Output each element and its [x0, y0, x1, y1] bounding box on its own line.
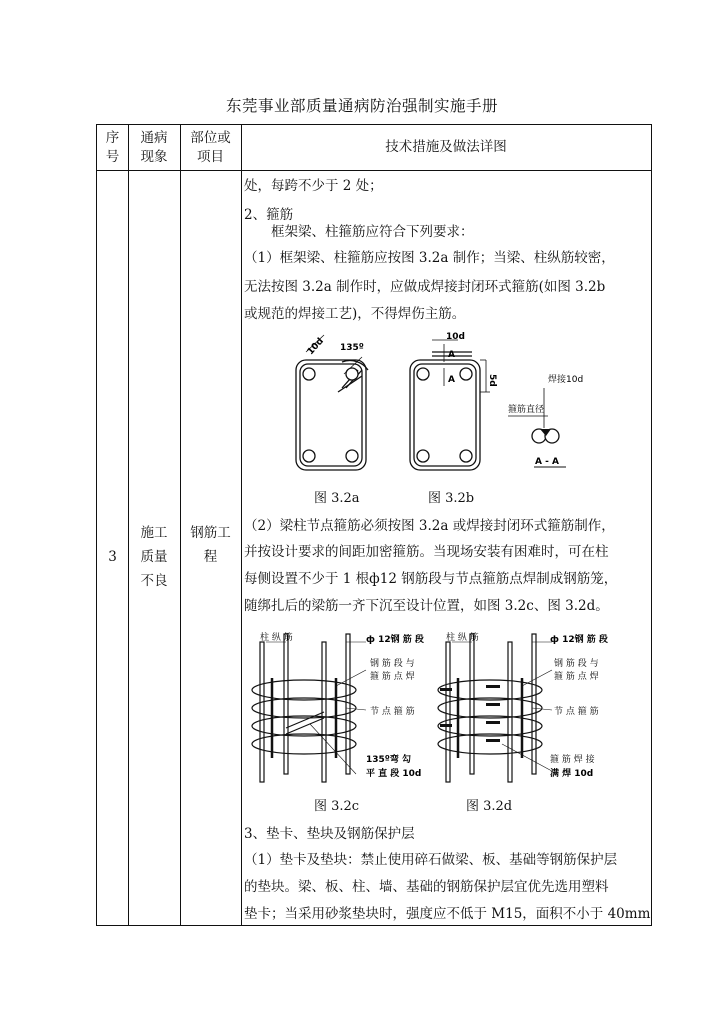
text-line: 的垫块。梁、板、柱、墙、基础的钢筋保护层宜优先选用塑料: [244, 879, 609, 895]
label-section: A - A: [535, 457, 559, 467]
text-line: 框架梁、柱箍筋应符合下列要求：: [244, 224, 474, 240]
column-bar: [508, 642, 512, 782]
text-line: 每侧设置不少于 1 根ф12 钢筋段与节点箍筋点焊制成钢筋笼，: [244, 571, 618, 587]
header-tech: 技术措施及做法详图: [385, 139, 507, 155]
label-weld-d: 箍 筋 焊 接: [550, 755, 595, 765]
rebar-circle: [303, 368, 315, 380]
weld-mark: [486, 739, 500, 742]
label-spot-d: 钢 筋 段 与: [554, 659, 599, 669]
row-part: 钢筋工 程: [190, 525, 231, 565]
stirrup-ring: [252, 680, 356, 700]
text-line: 2、箍筋: [244, 207, 294, 223]
text-line: 随绑扎后的梁筋一齐下沉至设计位置，如图 3.2c、图 3.2d。: [244, 598, 609, 614]
text-line: （1）框架梁、柱箍筋应按图 3.2a 制作；当梁、柱纵筋较密，: [244, 250, 615, 266]
weld-mark: [486, 703, 500, 706]
column-bar: [532, 634, 536, 774]
column-bar: [260, 642, 264, 782]
label-5d-b: 5d: [487, 374, 497, 387]
header-divider: [97, 170, 651, 171]
label-hook-c: 135º弯 勾: [366, 755, 411, 765]
label-hook-c: 平 直 段 10d: [366, 769, 422, 779]
label-spot-c: 钢 筋 段 与: [370, 659, 415, 669]
caption-fig-d: 图 3.2d: [466, 799, 513, 814]
caption-fig-b: 图 3.2b: [428, 491, 475, 506]
rebar-circle: [460, 368, 472, 380]
stirrup-ring: [438, 734, 542, 754]
text-line: 处，每跨不少于 2 处；: [244, 178, 383, 194]
label-weld: 焊接10d: [548, 375, 584, 385]
document-title: 东莞事业部质量通病防治强制实施手册: [225, 97, 498, 115]
label-weld-d: 满 焊 10d: [550, 769, 594, 779]
weld-mark: [440, 724, 452, 727]
rebar-circle: [417, 368, 429, 380]
label-spot-c: 箍 筋 点 焊: [370, 672, 415, 682]
label-phi-d: ф 12钢 筋 段: [550, 635, 608, 645]
stirrup-ring: [252, 734, 356, 754]
caption-fig-a: 图 3.2a: [314, 491, 360, 506]
label-10d-a: 10d: [305, 336, 326, 358]
cage-figure-d: [432, 628, 622, 788]
weld-mark: [486, 685, 500, 688]
label-stirrup-dia: 箍筋直径: [508, 405, 545, 415]
stirrup-ring: [438, 680, 542, 700]
weld-mark: [440, 688, 452, 691]
stirrup-ring: [438, 716, 542, 736]
rebar-circle: [417, 450, 429, 462]
rebar-circle: [460, 450, 472, 462]
header-issue: 通病 现象: [140, 129, 168, 165]
label-phi-c: ф 12钢 筋 段: [366, 635, 424, 645]
label-col-d: 柱 纵 筋: [446, 633, 479, 643]
header-no: 序 号: [105, 129, 120, 165]
leader-line: [522, 670, 552, 686]
label-node-c: 节 点 箍 筋: [370, 707, 415, 717]
stirrup-figure-ab: [282, 330, 602, 480]
row-number: 3: [108, 549, 117, 565]
header-part: 部位或 项目: [190, 129, 231, 165]
row-issue: 施工 质量 不良: [140, 525, 168, 589]
text-line: （2）梁柱节点箍筋必须按图 3.2a 或焊接封闭环式箍筋制作，: [244, 518, 615, 534]
cage-figure-c: [246, 628, 436, 788]
col-divider: [241, 125, 242, 925]
leader-line: [336, 670, 366, 686]
label-spot-d: 箍 筋 点 焊: [554, 672, 599, 682]
caption-fig-c: 图 3.2c: [314, 799, 360, 814]
text-line: 并按设计要求的间距加密箍筋。当现场安装有困难时，可在柱: [244, 544, 609, 560]
label-10d-b: 10d: [446, 332, 465, 342]
label-a-b: A: [448, 350, 455, 360]
label-col-c: 柱 纵 筋: [260, 633, 293, 643]
stirrup-ring: [252, 698, 356, 718]
column-bar: [346, 634, 350, 774]
rebar-circle: [303, 450, 315, 462]
weld-mark: [486, 721, 500, 724]
label-a-b: A: [448, 375, 455, 385]
text-line: （1）垫卡及垫块：禁止使用碎石做梁、板、基础等钢筋保护层: [244, 852, 618, 868]
rebar-circle: [346, 450, 358, 462]
stirrup-ring: [438, 698, 542, 718]
label-node-d: 节 点 箍 筋: [554, 707, 599, 717]
text-line: 垫卡；当采用砂浆垫块时，强度应不低于 M15，面积不小于 40mm: [244, 906, 651, 922]
label-angle-a: 135º: [340, 343, 364, 353]
column-bar: [446, 642, 450, 782]
text-line: 3、垫卡、垫块及钢筋保护层: [244, 826, 415, 842]
text-line: 无法按图 3.2a 制作时，应做成焊接封闭环式箍筋(如图 3.2b: [244, 279, 606, 295]
rebar-circle: [346, 368, 358, 380]
text-line: 或规范的焊接工艺)，不得焊伤主筋。: [244, 306, 466, 322]
